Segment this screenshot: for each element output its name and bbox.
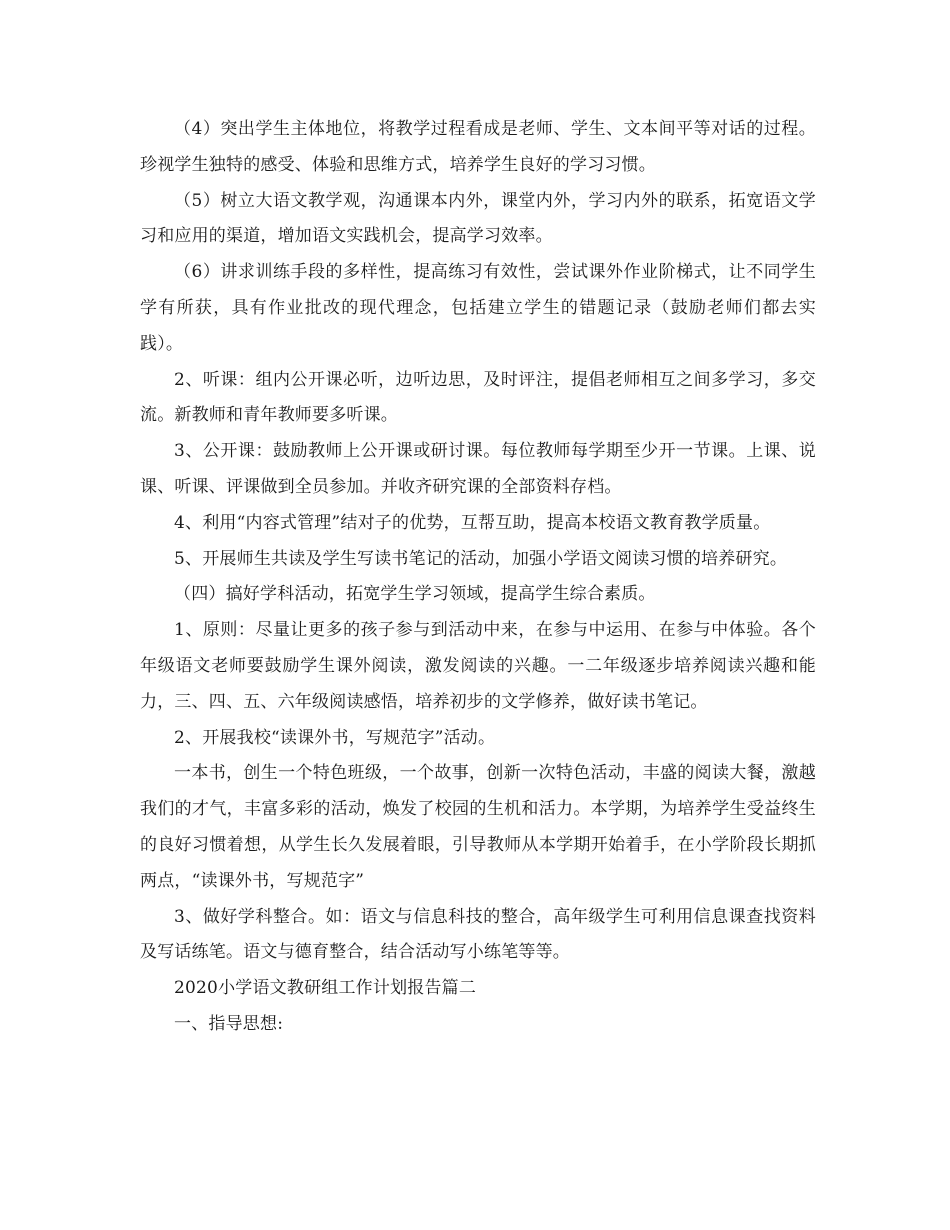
section-heading-guiding-ideology: 一、指导思想: <box>174 1013 284 1034</box>
paragraph-principle: 1、原则：尽量让更多的孩子参与到活动中来，在参与中运用、在参与中体验。各个年级语文老师要鼓励学生课外阅读，激发阅读的兴趣。一二年级逐步培养阅读兴趣和能力，三、四、五、六年级阅读感悟，培养初步的文学修养，做好读书笔记。 <box>140 620 816 712</box>
article-title-part-two: 2020小学语文教研组工作计划报告篇二 <box>174 978 477 999</box>
paragraph-4-point-6: （6）讲求训练手段的多样性，提高练习有效性，尝试课外作业阶梯式，让不同学生学有所获，具有作业批改的现代理念，包括建立学生的错题记录（鼓励老师们都去实践）。 <box>140 262 816 354</box>
document-body <box>140 112 816 1043</box>
paragraph-integration: 3、做好学科整合。如：语文与信息科技的整合，高年级学生可利用信息课查找资料及写话练笔。语文与德育整合，结合活动写小练笔等等。 <box>140 906 816 963</box>
section-heading-activities: （四）搞好学科活动，拓宽学生学习领域，提高学生综合素质。 <box>174 584 656 605</box>
paragraph-pairing: 4、利用“内容式管理”结对子的优势，互帮互助，提高本校语文教育教学质量。 <box>174 512 771 533</box>
paragraph-open-class: 3、公开课：鼓励教师上公开课或研讨课。每位教师每学期至少开一节课。上课、说课、听课、评课做到全员参加。并收齐研究课的全部资料存档。 <box>140 441 816 497</box>
paragraph-listen-class: 2、听课：组内公开课必听，边听边思，及时评注，提倡老师相互之间多学习，多交流。新教师和青年教师要多听课。 <box>140 369 816 426</box>
paragraph-reading-notes: 5、开展师生共读及学生写读书笔记的活动，加强小学语文阅读习惯的培养研究。 <box>174 548 788 569</box>
paragraph-campaign: 2、开展我校“读课外书，写规范字”活动。 <box>174 727 496 748</box>
paragraph-4-point-5: （5）树立大语文教学观，沟通课本内外，课堂内外，学习内外的联系，拓宽语文学习和应用的渠道，增加语文实践机会，提高学习效率。 <box>140 190 816 247</box>
paragraph-one-book: 一本书，创生一个特色班级，一个故事，创新一次特色活动，丰盛的阅读大餐，激越我们的才气，丰富多彩的活动，焕发了校园的生机和活力。本学期，为培养学生受益终生的良好习惯着想，从学生长久发展着眼，引导教师从本学期开始着手，在小学阶段长期抓两点，“读课外书，写规范字” <box>140 763 816 891</box>
paragraph-4-point-4: （4）突出学生主体地位，将教学过程看成是老师、学生、文本间平等对话的过程。珍视学生独特的感受、体验和思维方式，培养学生良好的学习习惯。 <box>140 119 816 175</box>
